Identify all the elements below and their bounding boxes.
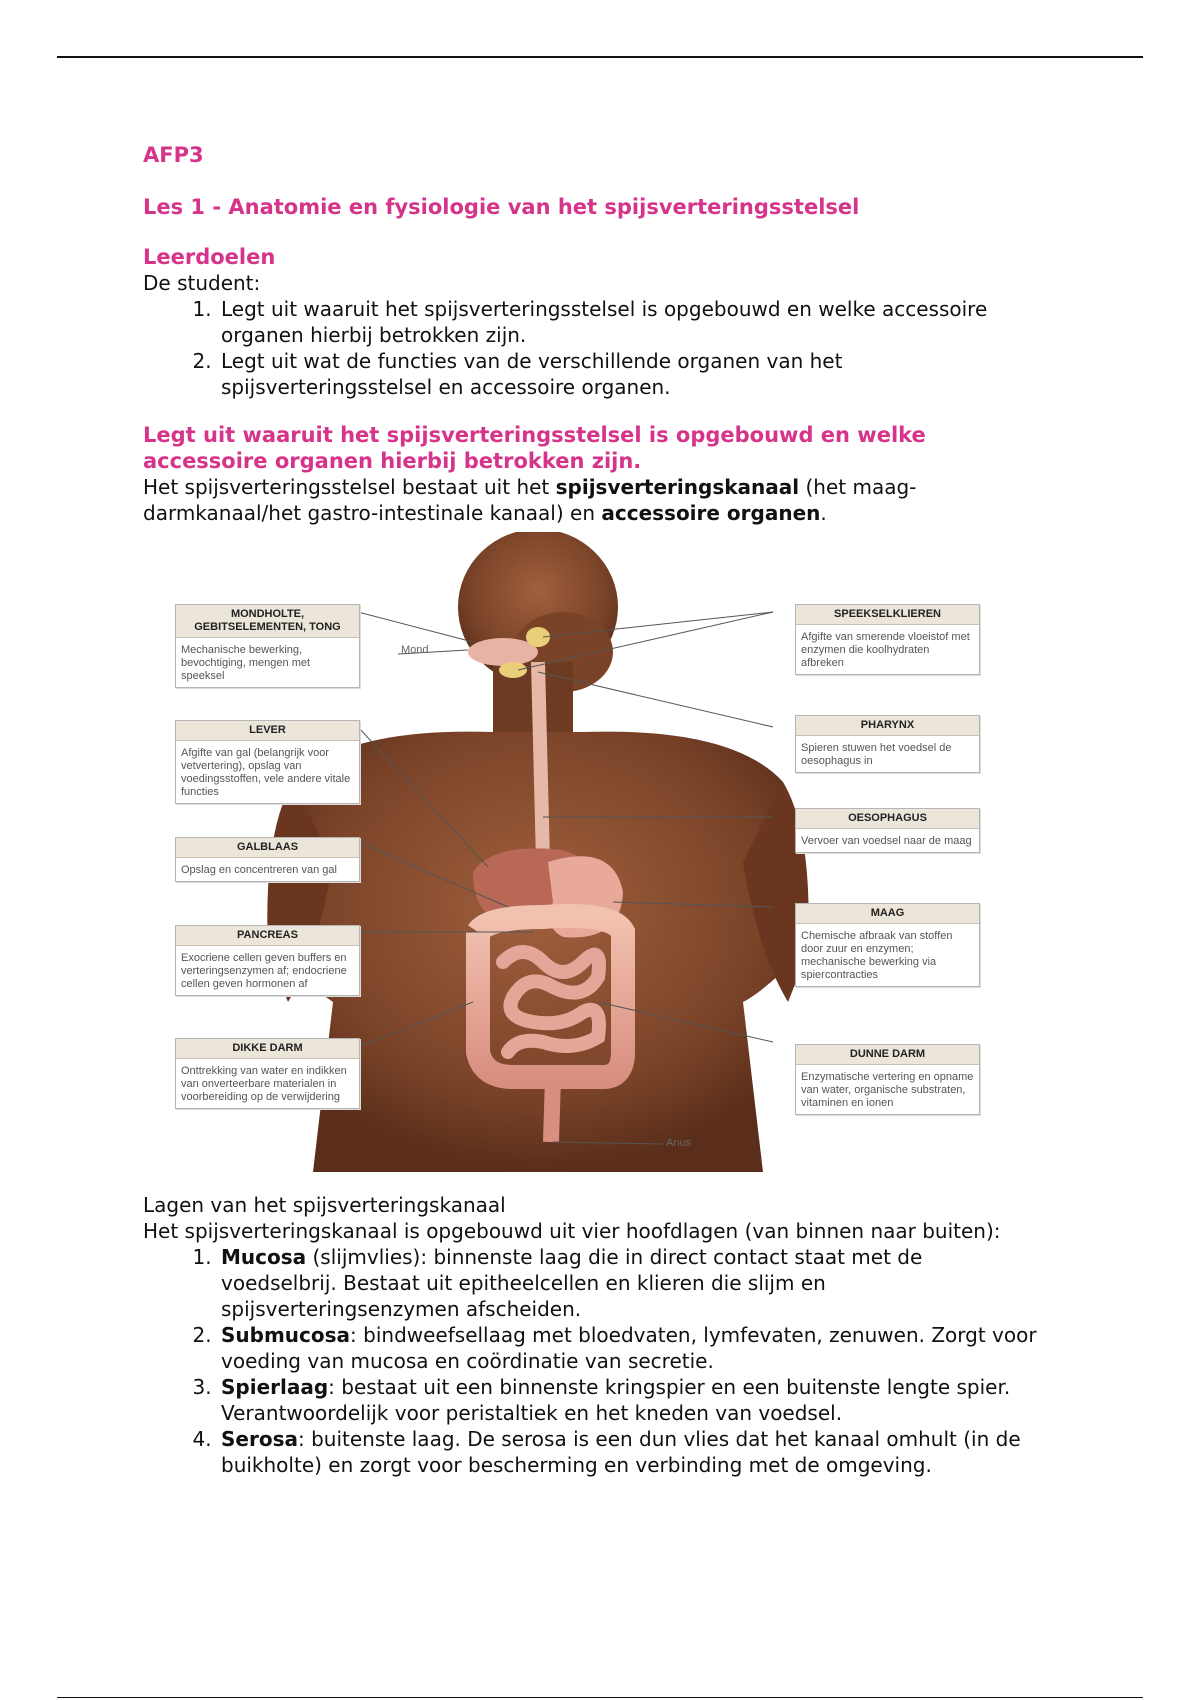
bottom-rule bbox=[57, 1697, 1143, 1698]
label-lever bbox=[175, 720, 360, 804]
label-title: PANCREAS bbox=[176, 926, 359, 946]
lesson-title: Les 1 - Anatomie en fysiologie van het spijsverteringsstelsel bbox=[143, 195, 860, 219]
layer-term: Submucosa bbox=[221, 1323, 351, 1347]
layer-item: 1. Mucosa (slijmvlies): binnenste laag die in direct contact staat met de voedselbrij. Bestaat uit epitheelcellen en klieren die slijm en spijsverteringsenzymen afscheiden. bbox=[218, 1244, 1043, 1322]
label-title: MONDHOLTE, GEBITSELEMENTEN, TONG bbox=[176, 605, 359, 638]
term-accessoire-organen: accessoire organen bbox=[601, 501, 821, 525]
label-description: Spieren stuwen het voedsel de oesophagus in bbox=[801, 742, 952, 767]
label-speekselklieren bbox=[795, 604, 980, 675]
label-title: MAAG bbox=[796, 904, 979, 924]
label-pancreas bbox=[175, 925, 360, 996]
label-description: Mechanische bewerking, bevochtiging, mengen met speeksel bbox=[181, 644, 311, 682]
label-maag bbox=[795, 903, 980, 987]
layers-list bbox=[143, 1244, 1043, 1478]
label-description: Enzymatische vertering en opname van water, organische substraten, vitaminen en ionen bbox=[801, 1071, 974, 1109]
layer-term: Spierlaag bbox=[221, 1375, 329, 1399]
label-description: Onttrekking van water en indikken van onverteerbare materialen in voorbereiding op de verwijdering bbox=[181, 1065, 347, 1103]
objective-item: 2. Legt uit wat de functies van de verschillende organen van het spijsverteringsstelsel en accessoire organen. bbox=[218, 348, 1043, 400]
label-dunne-darm bbox=[795, 1044, 980, 1115]
label-title: DIKKE DARM bbox=[176, 1039, 359, 1059]
label-description: Afgifte van gal (belangrijk voor vetvertering), opslag van voedingsstoffen, vele andere vitale functies bbox=[181, 747, 351, 798]
layer-item: 3. Spierlaag: bestaat uit een binnenste kringspier en een buitenste lengte spier. Verantwoordelijk voor peristaltiek en het kneden van voedsel. bbox=[218, 1374, 1043, 1426]
label-mondholte bbox=[175, 604, 360, 688]
label-title: OESOPHAGUS bbox=[796, 809, 979, 829]
label-dikke-darm bbox=[175, 1038, 360, 1109]
term-spijsverteringskanaal: spijsverteringskanaal bbox=[555, 475, 800, 499]
section-intro: Het spijsverteringsstelsel bestaat uit het spijsverteringskanaal (het maag-darmkanaal/het gastro-intestinale kanaal) en accessoire organen. bbox=[143, 475, 917, 525]
objectives-list bbox=[143, 296, 1043, 400]
document-body bbox=[143, 140, 1043, 1478]
layer-term: Mucosa bbox=[221, 1245, 307, 1269]
label-title: DUNNE DARM bbox=[796, 1045, 979, 1065]
label-title: SPEEKSELKLIEREN bbox=[796, 605, 979, 625]
mond-label: Mond bbox=[401, 644, 429, 656]
layer-term: Serosa bbox=[221, 1427, 298, 1451]
section-heading: Legt uit waaruit het spijsverteringsstelsel is opgebouwd en welke accessoire organen hierbij betrokken zijn. bbox=[143, 423, 926, 473]
objective-item: 1. Legt uit waaruit het spijsverteringsstelsel is opgebouwd en welke accessoire organen hierbij betrokken zijn. bbox=[218, 296, 1043, 348]
objectives-intro: De student: bbox=[143, 271, 261, 295]
label-title: LEVER bbox=[176, 721, 359, 741]
label-description: Opslag en concentreren van gal bbox=[181, 864, 337, 876]
label-pharynx bbox=[795, 715, 980, 773]
label-description: Vervoer van voedsel naar de maag bbox=[801, 835, 972, 847]
anus-label: Anus bbox=[666, 1137, 692, 1149]
label-description: Exocriene cellen geven buffers en verteringsenzymen af; endocriene cellen geven hormonen af bbox=[181, 952, 347, 990]
label-title: GALBLAAS bbox=[176, 838, 359, 858]
digestive-system-figure bbox=[143, 532, 988, 1172]
objectives-heading: Leerdoelen bbox=[143, 245, 276, 269]
label-description: Afgifte van smerende vloeistof met enzymen die koolhydraten afbreken bbox=[801, 631, 970, 669]
layers-intro: Het spijsverteringskanaal is opgebouwd uit vier hoofdlagen (van binnen naar buiten): bbox=[143, 1219, 1001, 1243]
layers-title: Lagen van het spijsverteringskanaal bbox=[143, 1193, 506, 1217]
label-oesophagus bbox=[795, 808, 980, 853]
label-description: Chemische afbraak van stoffen door zuur en enzymen; mechanische bewerking via spiercontracties bbox=[801, 930, 953, 981]
label-galblaas bbox=[175, 837, 360, 882]
label-title: PHARYNX bbox=[796, 716, 979, 736]
layer-item: 4. Serosa: buitenste laag. De serosa is een dun vlies dat het kanaal omhult (in de buikholte) en zorgt voor bescherming en verbinding met de omgeving. bbox=[218, 1426, 1043, 1478]
course-code: AFP3 bbox=[143, 143, 204, 167]
layer-item: 2. Submucosa: bindweefsellaag met bloedvaten, lymfevaten, zenuwen. Zorgt voor voeding van mucosa en coördinatie van secretie. bbox=[218, 1322, 1043, 1374]
top-rule bbox=[57, 56, 1143, 58]
